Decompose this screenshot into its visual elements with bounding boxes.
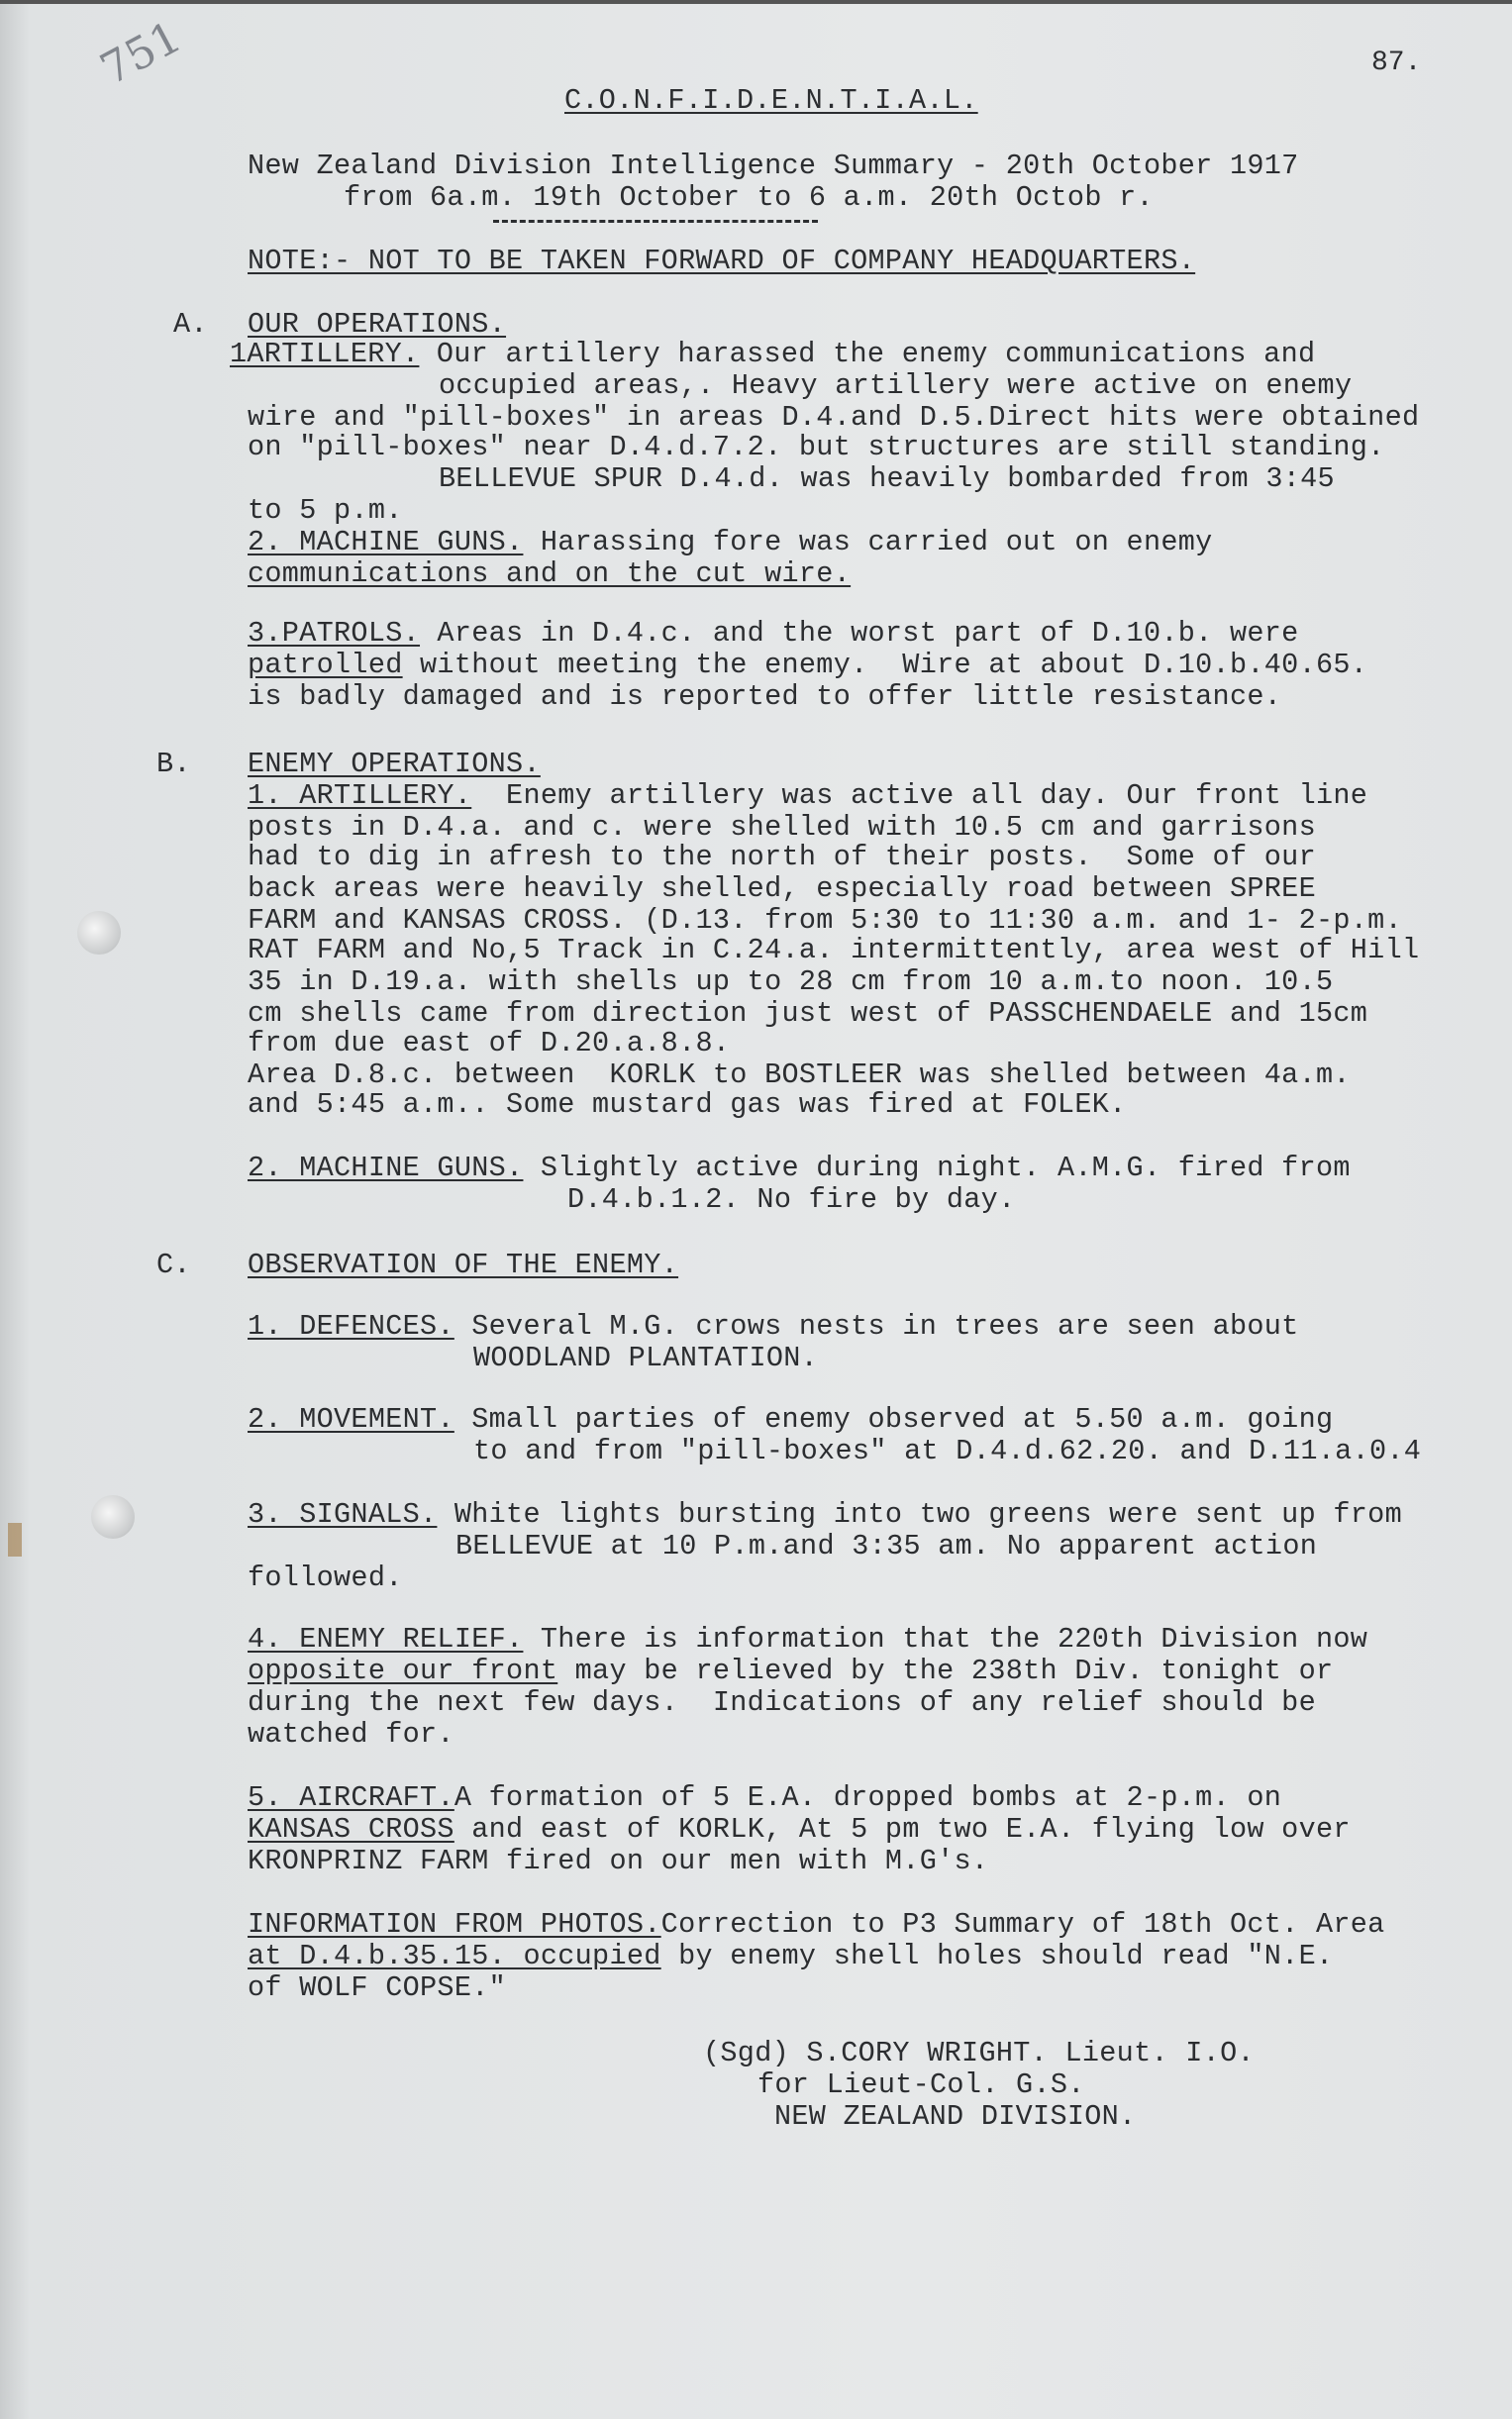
section-c-relief-line3: during the next few days. Indications of any relief should be <box>248 1686 1316 1719</box>
section-c-movement-text: Small parties of enemy observed at 5.50 a.m. going <box>454 1403 1334 1436</box>
section-c-defences-label: 1. DEFENCES. <box>248 1310 454 1343</box>
section-a-patrols-line3: is badly damaged and is reported to offer little resistance. <box>248 680 1282 713</box>
section-a-mg-line1 <box>248 527 1213 558</box>
section-b-artillery-line11: and 5:45 a.m.. Some mustard gas was fired at FOLEK. <box>248 1088 1127 1121</box>
section-a-patrols-label: 3.PATROLS. <box>248 617 421 650</box>
section-b-artillery-line4: back areas were heavily shelled, especially road between SPREE <box>248 872 1316 905</box>
section-c-relief-text: There is information that the 220th Division now <box>523 1623 1368 1656</box>
section-c-heading: OBSERVATION OF THE ENEMY. <box>248 1249 679 1281</box>
section-b-artillery-line2: posts in D.4.a. and c. were shelled with 10.5 cm and garrisons <box>248 811 1316 844</box>
signature-line1: (Sgd) S.CORY WRIGHT. Lieut. I.O. <box>703 2037 1255 2069</box>
section-c-relief-line4: watched for. <box>248 1718 454 1751</box>
document-title-line1: New Zealand Division Intelligence Summary - 20th October 1917 <box>248 150 1299 182</box>
section-a-artillery-line3: wire and "pill-boxes" in areas D.4.and D.5.Direct hits were obtained <box>248 401 1420 434</box>
section-c-defences-text: Several M.G. crows nests in trees are seen about <box>454 1310 1299 1343</box>
section-b-artillery-line9: from due east of D.20.a.8.8. <box>248 1027 731 1059</box>
section-c-aircraft-label: 5. AIRCRAFT. <box>248 1781 454 1814</box>
section-b-artillery-line7: 35 in D.19.a. with shells up to 28 cm from 10 a.m.to noon. 10.5 <box>248 965 1334 998</box>
section-a-patrols-line2 <box>248 650 1367 681</box>
section-a-patrols-text: Areas in D.4.c. and the worst part of D.10.b. were <box>420 617 1299 650</box>
section-c-relief-line2 <box>248 1656 1333 1687</box>
section-b-artillery-line10: Area D.8.c. between KORLK to BOSTLEER was shelled between 4a.m. <box>248 1058 1351 1091</box>
section-a-patrolled: patrolled <box>248 649 403 681</box>
page-number: 87. <box>1371 48 1422 78</box>
section-b-letter: B. <box>156 748 191 780</box>
section-a-mg-text: Harassing fore was carried out on enemy <box>523 526 1213 558</box>
title-rule <box>493 220 818 223</box>
handling-note: NOTE:- NOT TO BE TAKEN FORWARD OF COMPANY HEADQUARTERS. <box>248 245 1196 277</box>
section-c-aircraft-line3: KRONPRINZ FARM fired on our men with M.G's. <box>248 1845 989 1877</box>
section-a-patrols-text2: without meeting the enemy. Wire at about D.10.b.40.65. <box>402 649 1368 681</box>
section-c-relief-underlined: opposite our front <box>248 1655 558 1687</box>
section-a-artillery-line6: to 5 p.m. <box>248 494 403 527</box>
section-b-artillery-line1 <box>248 780 1367 812</box>
section-b-mg-line2: D.4.b.1.2. No fire by day. <box>567 1183 1016 1216</box>
punch-hole-lower <box>91 1495 135 1539</box>
section-b-artillery-line3: had to dig in afresh to the north of their posts. Some of our <box>248 841 1316 873</box>
section-c-relief-line1 <box>248 1624 1367 1656</box>
section-b-mg-text: Slightly active during night. A.M.G. fired from <box>523 1152 1351 1184</box>
signature-line2: for Lieut-Col. G.S. <box>757 2068 1085 2101</box>
section-b-artillery-label: 1. ARTILLERY. <box>248 779 472 812</box>
section-c-movement-line1 <box>248 1404 1333 1436</box>
section-b-heading: ENEMY OPERATIONS. <box>248 748 541 780</box>
section-b-mg-label: 2. MACHINE GUNS. <box>248 1152 524 1184</box>
document-title-line2: from 6a.m. 19th October to 6 a.m. 20th Octob r. <box>344 181 1154 214</box>
section-a-heading: OUR OPERATIONS. <box>248 308 507 341</box>
section-a-mg-label: 2. MACHINE GUNS. <box>248 526 524 558</box>
section-c-relief-label: 4. ENEMY RELIEF. <box>248 1623 524 1656</box>
page-top-edge <box>0 0 1512 4</box>
section-b-artillery-text: Enemy artillery was active all day. Our front line <box>471 779 1368 812</box>
classification-heading: C.O.N.F.I.D.E.N.T.I.A.L. <box>564 84 978 117</box>
punch-hole-upper <box>77 911 121 955</box>
section-c-signals-line1 <box>248 1499 1402 1531</box>
section-a-patrols-line1 <box>248 618 1299 650</box>
section-c-movement-line2: to and from "pill-boxes" at D.4.d.62.20. and D.11.a.0.4 <box>473 1435 1422 1467</box>
staple-mark <box>8 1523 22 1557</box>
section-c-signals-text: White lights bursting into two greens were sent up from <box>437 1498 1402 1531</box>
section-c-signals-line2: BELLEVUE at 10 P.m.and 3:35 am. No apparent action <box>455 1530 1318 1562</box>
signature-line3: NEW ZEALAND DIVISION. <box>774 2100 1137 2133</box>
section-c-photos-line1 <box>248 1909 1385 1941</box>
section-a-mg-line2: communications and on the cut wire. <box>248 557 852 590</box>
section-a-artillery-label: 1ARTILLERY. <box>230 338 420 370</box>
section-c-aircraft-line2 <box>248 1814 1351 1846</box>
section-a-artillery-line1 <box>230 339 1315 370</box>
section-b-artillery-line6: RAT FARM and No,5 Track in C.24.a. intermittently, area west of Hill <box>248 934 1420 966</box>
section-c-defences-line1 <box>248 1311 1299 1343</box>
section-c-relief-text2: may be relieved by the 238th Div. tonight or <box>557 1655 1334 1687</box>
section-c-photos-label: INFORMATION FROM PHOTOS. <box>248 1908 661 1941</box>
section-c-signals-line3: followed. <box>248 1562 403 1594</box>
section-b-mg-line1 <box>248 1153 1351 1184</box>
section-c-signals-label: 3. SIGNALS. <box>248 1498 438 1531</box>
section-c-aircraft-text: A formation of 5 E.A. dropped bombs at 2-p.m. on <box>454 1781 1282 1814</box>
section-c-photos-text2: by enemy shell holes should read "N.E. <box>660 1940 1334 1972</box>
section-b-artillery-line5: FARM and KANSAS CROSS. (D.13. from 5:30 to 11:30 a.m. and 1- 2-p.m. <box>248 904 1402 937</box>
section-c-movement-label: 2. MOVEMENT. <box>248 1403 454 1436</box>
section-a-artillery-line2: occupied areas,. Heavy artillery were active on enemy <box>439 369 1353 402</box>
section-c-letter: C. <box>156 1249 191 1281</box>
section-c-photos-text: Correction to P3 Summary of 18th Oct. Area <box>660 1908 1385 1941</box>
section-a-artillery-line4: on "pill-boxes" near D.4.d.7.2. but structures are still standing. <box>248 431 1385 463</box>
margin-number: 751 <box>92 11 190 96</box>
section-a-letter: A. <box>173 308 208 341</box>
section-c-photos-underlined: at D.4.b.35.15. occupied <box>248 1940 661 1972</box>
section-c-aircraft-kansas: KANSAS CROSS <box>248 1813 454 1846</box>
section-c-photos-line3: of WOLF COPSE." <box>248 1971 507 2004</box>
section-c-photos-line2 <box>248 1941 1333 1972</box>
section-c-aircraft-text2: and east of KORLK, At 5 pm two E.A. flying low over <box>454 1813 1351 1846</box>
section-a-artillery-text: Our artillery harassed the enemy communications and <box>419 338 1316 370</box>
section-c-defences-line2: WOODLAND PLANTATION. <box>473 1342 819 1374</box>
section-c-aircraft-line1 <box>248 1782 1281 1814</box>
section-a-artillery-line5: BELLEVUE SPUR D.4.d. was heavily bombarded from 3:45 <box>439 462 1335 495</box>
section-b-artillery-line8: cm shells came from direction just west of PASSCHENDAELE and 15cm <box>248 997 1368 1030</box>
